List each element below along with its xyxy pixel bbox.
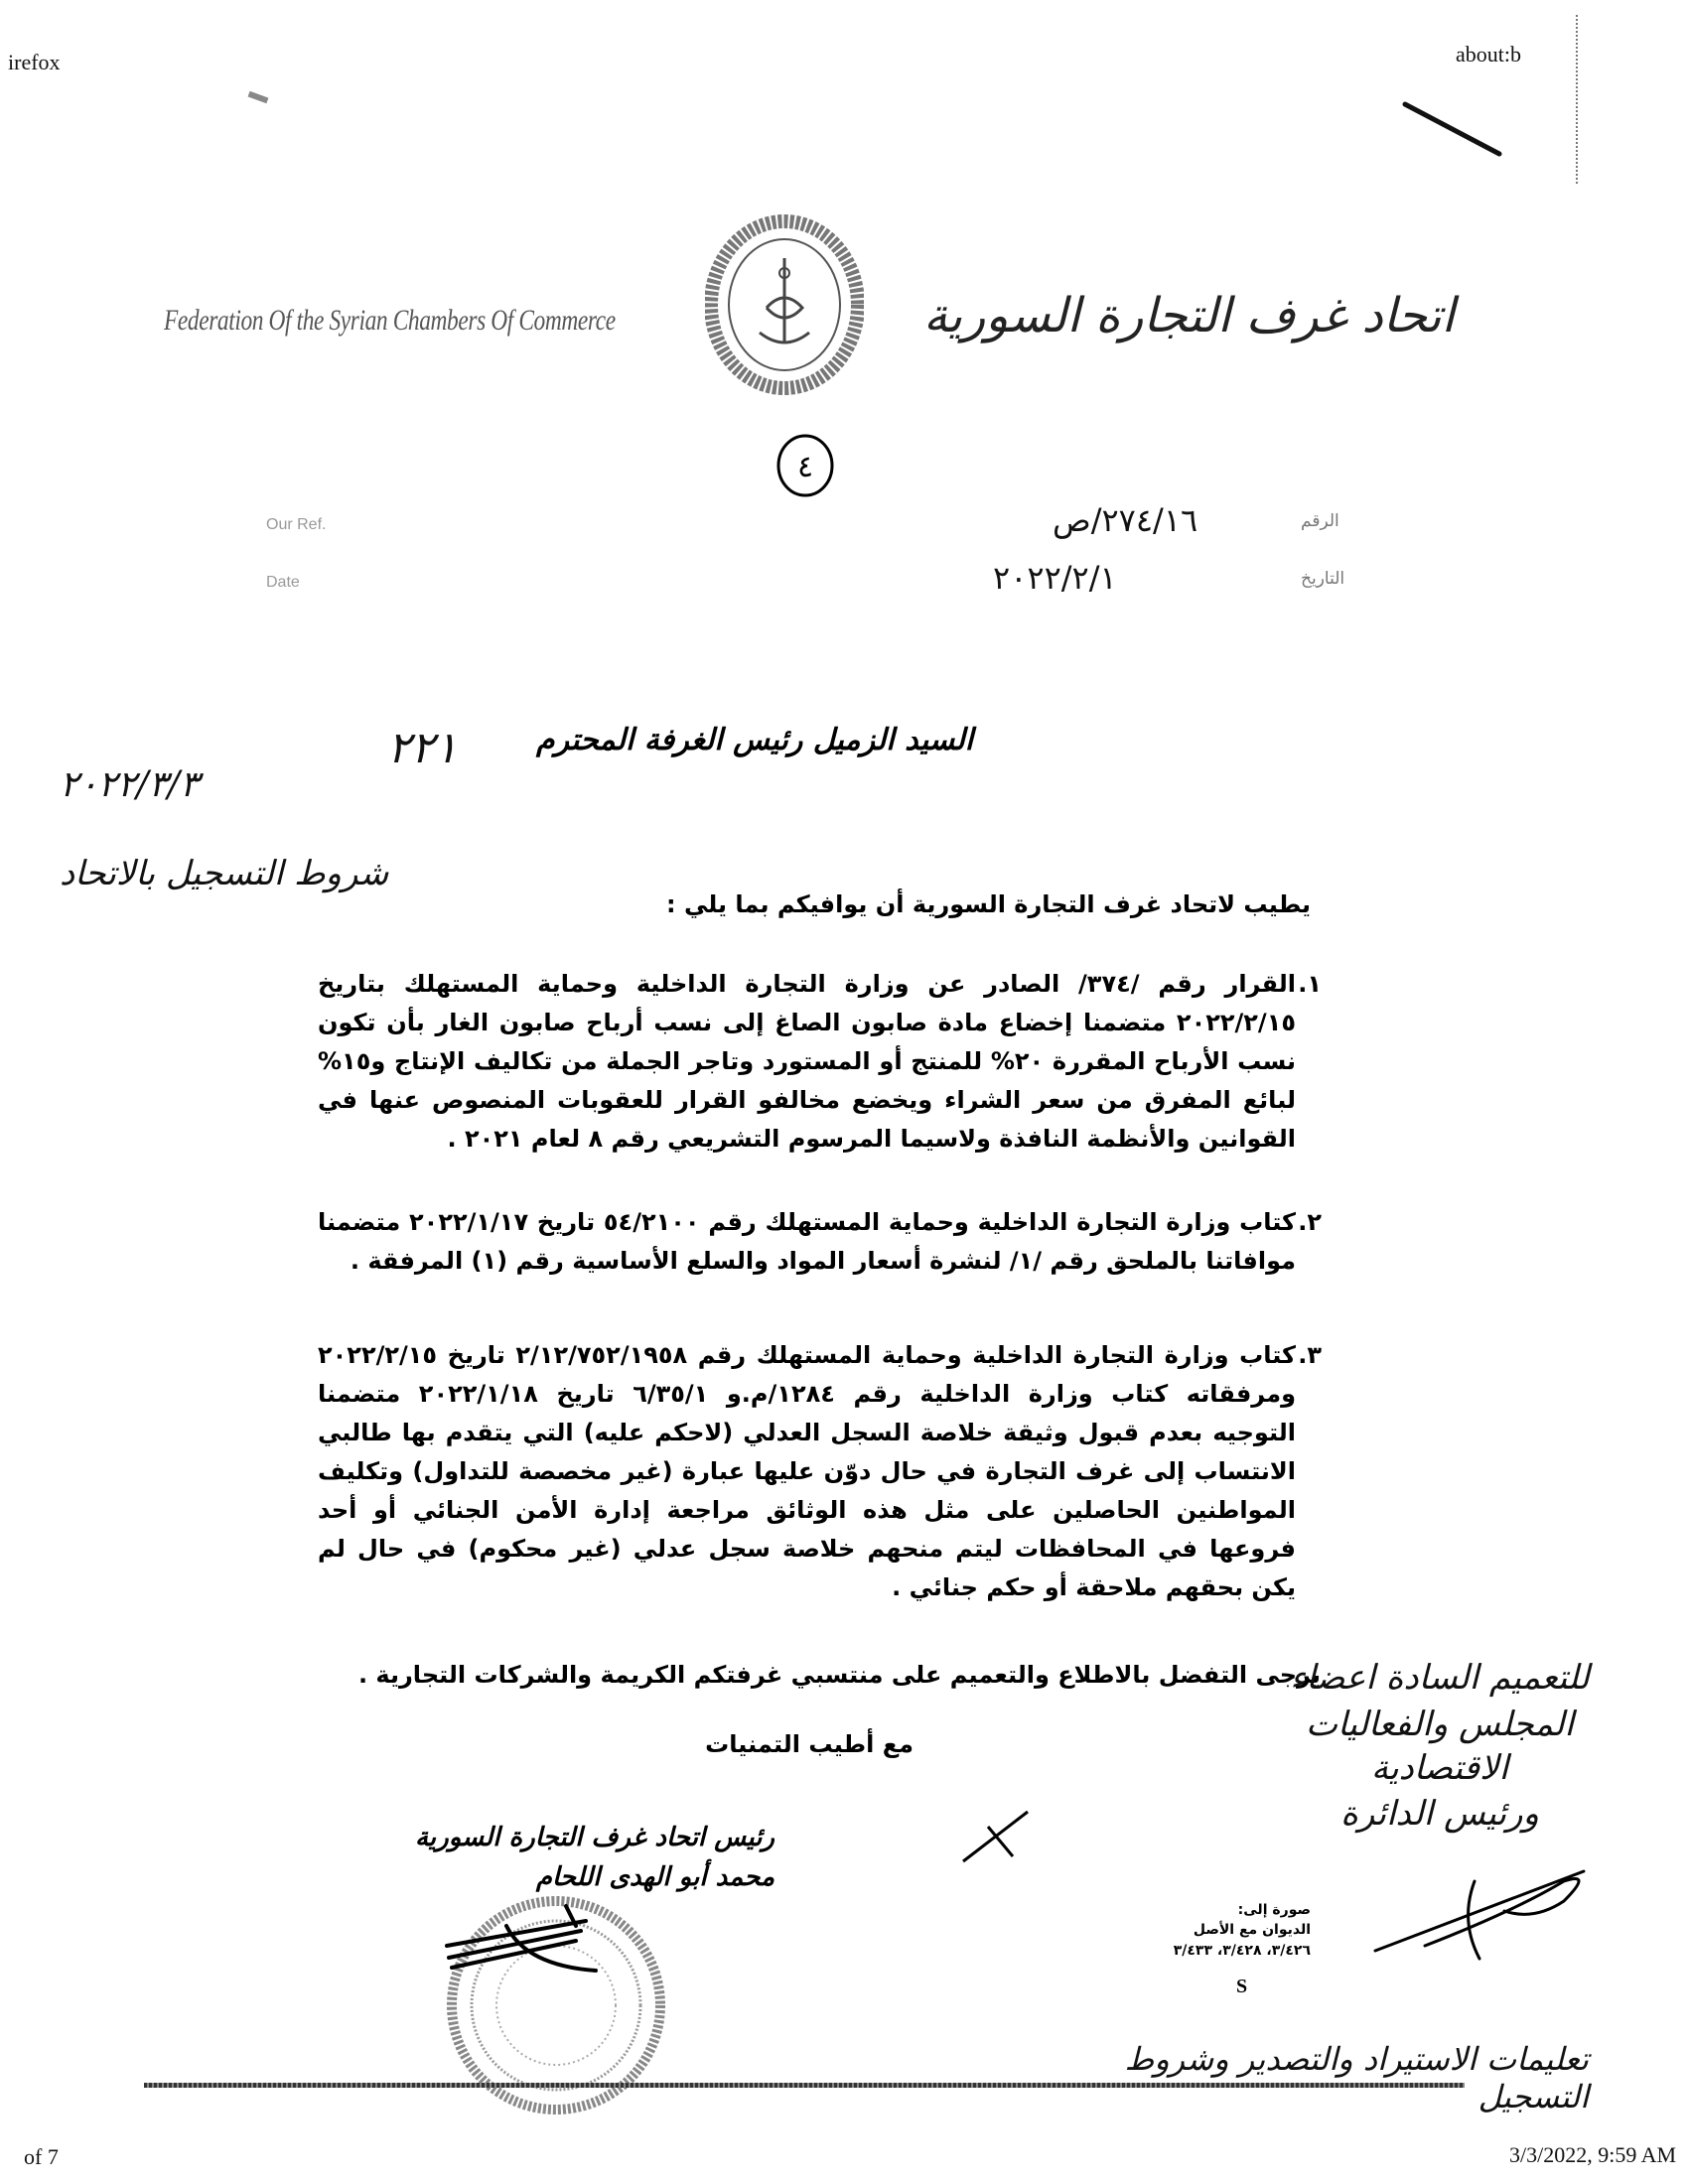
letterhead-english-name: Federation Of the Syrian Chambers Of Commerce xyxy=(164,304,616,337)
date-label-ar: التاريخ xyxy=(1301,569,1345,589)
print-header-app: irefox xyxy=(8,50,61,74)
item-text: كتاب وزارة التجارة الداخلية وحماية المستهلك رقم ٢/١٢/٧٥٢/١٩٥٨ تاريخ ٢٠٢٢/٢/١٥ ومرفقاته كتاب وزارة الداخلية رقم ١٢٨٤/م.و ٦/٣٥/١ تاريخ ٢٠٢٢/١/١٨ متضمنا التوجيه بعدم قبول وثيقة خلاصة السجل العدلي (لاحكم عليه) التي يتقدم بها طالبي الانتساب إلى غرف التجارة في حال دوّن عليها عبارة (غير مخصصة للتداول) وتكليف المواطنين الحاصلين على مثل هذه الوثائق مراجعة إدارة الأمن الجنائي أو أحد فروعها في المحافظات ليتم منحهم خلاصة سجل عدلي (غير محكوم) في حال لم يكن بحقهم ملاحقة أو حكم جنائي . xyxy=(318,1341,1297,1601)
print-footer-page: of 7 xyxy=(24,2144,59,2169)
cc-label: صورة إلى: xyxy=(1237,1902,1311,1918)
letter-date: ٢٠٢٢/٢/١ xyxy=(993,559,1117,597)
handwritten-directive-line: الاقتصادية xyxy=(1370,1748,1509,1788)
reference-number: ٢٧٤/١٦/ص xyxy=(1053,501,1198,539)
letter-wishes: مع أطيب التمنيات xyxy=(705,1730,914,1758)
handwritten-subject: شروط التسجيل بالاتحاد xyxy=(60,854,389,893)
handwritten-directive-line: المجلس والفعاليات xyxy=(1306,1705,1574,1744)
scan-speck xyxy=(248,91,269,103)
print-header-url: about:b xyxy=(1456,42,1521,67)
letter-item xyxy=(318,1336,1322,1607)
handwritten-incoming-date: ٢٠٢٢/٣/٣ xyxy=(60,764,200,805)
circled-number-text: ٤ xyxy=(796,450,814,484)
footer-rule-divider xyxy=(144,2083,1465,2088)
our-ref-label-ar: الرقم xyxy=(1301,511,1339,531)
item-number: ١. xyxy=(1298,970,1322,998)
item-text: القرار رقم /٣٧٤/ الصادر عن وزارة التجارة الداخلية وحماية المستهلك بتاريخ ٢٠٢٢/٢/١٥ متضمنا إخضاع مادة صابون الصاغ إلى نسب أرباح صابون الغار بأن تكون نسب الأرباح المقررة ٢٠% للمنتج أو المستورد وتاجر الجملة من تكاليف الإنتاج و١٥% لبائع المفرق من سعر الشراء ويخضع مخالفو القرار للعقوبات المنصوص عنها في القوانين والأنظمة النافذة ولاسيما المرسوم التشريعي رقم ٨ لعام ٢٠٢١ . xyxy=(318,970,1296,1153)
date-label-en: Date xyxy=(266,574,300,591)
item-number: ٢. xyxy=(1298,1208,1322,1236)
page-edge-dots xyxy=(1576,15,1578,184)
letter-salutation: السيد الزميل رئيس الغرفة المحترم xyxy=(536,723,974,757)
letter-item xyxy=(318,1203,1322,1281)
handwritten-directive-line: للتعميم السادة اعضاء xyxy=(1290,1658,1590,1698)
handwritten-x-mark-icon xyxy=(958,1807,1038,1866)
typist-initial: S xyxy=(1236,1976,1248,1997)
handwritten-signature-left xyxy=(437,1886,645,1995)
letter-item xyxy=(318,965,1322,1159)
cc-numbers: ٣/٤٢٦، ٣/٤٢٨، ٣/٤٣٣ xyxy=(1173,1943,1311,1959)
signatory-name: محمد أبو الهدى اللحام xyxy=(535,1862,774,1892)
item-number: ٣. xyxy=(1298,1341,1322,1369)
letter-intro: يطيب لاتحاد غرف التجارة السورية أن يوافيكم بما يلي : xyxy=(665,890,1311,918)
handwritten-bottom-note: تعليمات الاستيراد والتصدير وشروط التسجيل xyxy=(1124,2040,1589,2116)
chamber-emblem-icon xyxy=(705,213,864,397)
our-ref-label-en: Our Ref. xyxy=(266,516,327,533)
handwritten-incoming-number: ٢٢١ xyxy=(387,723,458,773)
letter-closing: يرجى التفضل بالاطلاع والتعميم على منتسبي غرفتكم الكريمة والشركات التجارية . xyxy=(357,1661,1321,1689)
handwritten-slash-icon xyxy=(1400,99,1509,159)
cc-diwan: الديوان مع الأصل xyxy=(1193,1922,1311,1938)
circled-number-annotation xyxy=(774,433,836,498)
item-text: كتاب وزارة التجارة الداخلية وحماية المستهلك رقم ٥٤/٢١٠٠ تاريخ ٢٠٢٢/١/١٧ متضمنا موافاتنا بالملحق رقم /١/ لنشرة أسعار المواد والسلع الأساسية رقم (١) المرفقة . xyxy=(318,1208,1297,1275)
letterhead-arabic-name: اتحاد غرف التجارة السورية xyxy=(922,288,1455,343)
handwritten-signature-right xyxy=(1365,1851,1594,1961)
signatory-title: رئيس اتحاد غرف التجارة السورية xyxy=(414,1823,774,1852)
print-footer-timestamp: 3/3/2022, 9:59 AM xyxy=(1509,2142,1677,2167)
handwritten-directive-line: ورئيس الدائرة xyxy=(1340,1794,1539,1834)
